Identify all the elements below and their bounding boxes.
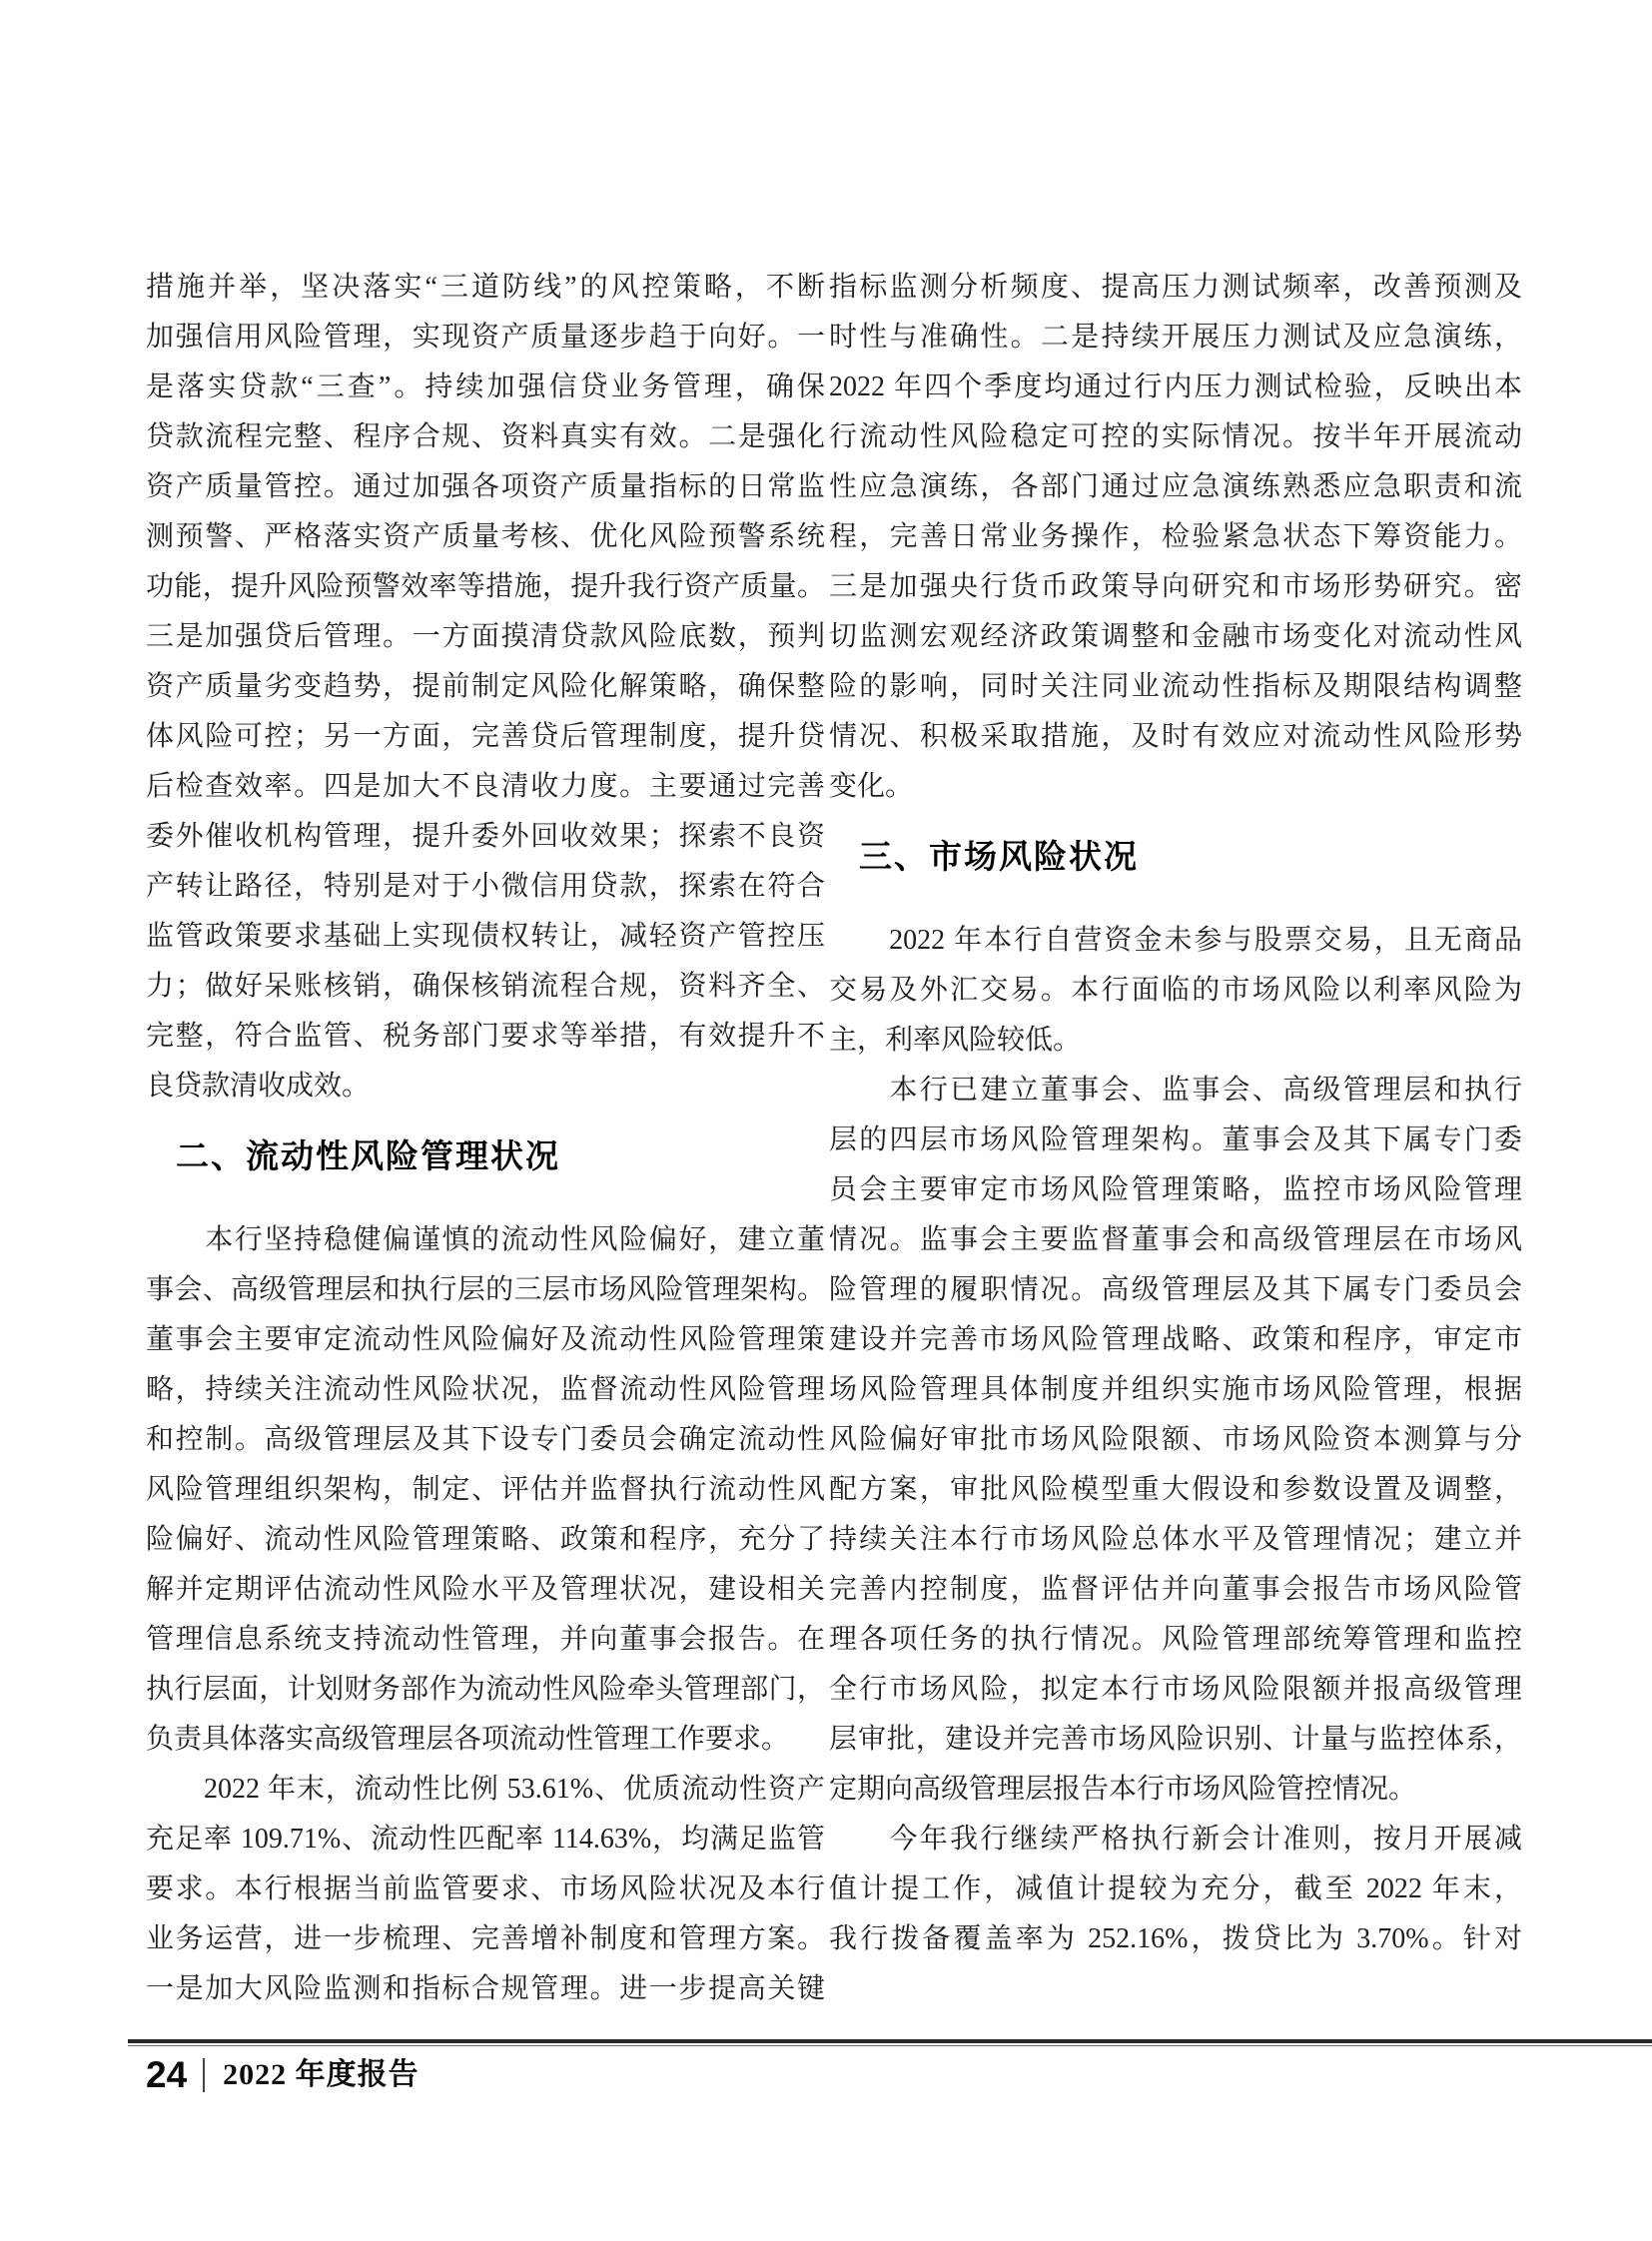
footer-separator-line: [203, 2058, 205, 2092]
text-line: 2022 年末，流动性比例 53.61%、优质流动性资产: [146, 1774, 825, 1805]
paragraph-market-governance: [829, 1066, 1522, 1815]
text-line: 产转让路径，特别是对于小微信用贷款，探索在符合: [146, 871, 825, 902]
text-line: 解并定期评估流动性风险水平及管理状况，建设相关: [146, 1574, 825, 1605]
left-text-column: [146, 263, 825, 2014]
text-line: 性应急演练，各部门通过应急演练熟悉应急职责和流: [829, 471, 1522, 502]
text-line: 董事会主要审定流动性风险偏好及流动性风险管理策: [146, 1324, 825, 1355]
text-line: 力；做好呆账核销，确保核销流程合规，资料齐全、: [146, 971, 825, 1002]
text-line: 负责具体落实高级管理层各项流动性管理工作要求。: [146, 1724, 790, 1755]
text-line: 措施并举，坚决落实“三道防线”的风控策略，不断: [146, 272, 825, 303]
paragraph-liquidity-governance: [146, 1215, 825, 1765]
text-line: 情况、积极采取措施，及时有效应对流动性风险形势: [829, 721, 1522, 752]
text-line: 持续关注本行市场风险总体水平及管理情况；建立并: [829, 1524, 1522, 1555]
text-line: 风险偏好审批市场风险限额、市场风险资本测算与分: [829, 1424, 1522, 1455]
text-line: 略，持续关注流动性风险状况，监督流动性风险管理: [146, 1374, 825, 1405]
text-line: 充足率 109.71%、流动性匹配率 114.63%，均满足监管: [146, 1824, 825, 1855]
text-line: 资产质量劣变趋势，提前制定风险化解策略，确保整: [146, 671, 825, 702]
paragraph-market-exposure: [829, 916, 1522, 1066]
text-line: 险偏好、流动性风险管理策略、政策和程序，充分了: [146, 1524, 825, 1555]
page-number: 24: [146, 2054, 188, 2095]
text-line: 时性与准确性。二是持续开展压力测试及应急演练，: [829, 322, 1522, 353]
text-line: 变化。: [829, 771, 914, 802]
text-line: 三是加强央行货币政策导向研究和市场形势研究。密: [829, 571, 1522, 602]
text-line: 切监测宏观经济政策调整和金融市场变化对流动性风: [829, 621, 1522, 652]
text-line: 2022 年本行自营资金未参与股票交易，且无商品: [829, 925, 1522, 956]
text-line: 理各项任务的执行情况。风险管理部统筹管理和监控: [829, 1624, 1522, 1655]
text-line: 管理信息系统支持流动性管理，并向董事会报告。在: [146, 1624, 825, 1655]
paragraph-credit-risk-measures: [146, 263, 825, 1112]
text-line: 层审批，建设并完善市场风险识别、计量与监控体系，: [829, 1724, 1522, 1755]
text-line: 程，完善日常业务操作，检验紧急状态下筹资能力。: [829, 521, 1522, 552]
section-heading-liquidity-risk: 二、流动性风险管理状况: [176, 1139, 560, 1175]
paragraph-liquidity-metrics: [146, 1765, 825, 2014]
text-line: 风险管理组织架构，制定、评估并监督执行流动性风: [146, 1474, 825, 1505]
text-line: 2022 年四个季度均通过行内压力测试检验，反映出本: [829, 372, 1522, 402]
section-heading-market-risk: 三、市场风险状况: [859, 840, 1139, 876]
text-line: 完善内控制度，监督评估并向董事会报告市场风险管: [829, 1574, 1522, 1605]
text-line: 贷款流程完整、程序合规、资料真实有效。二是强化: [146, 421, 825, 452]
text-line: 配方案，审批风险模型重大假设和参数设置及调整，: [829, 1474, 1522, 1505]
footer-divider-rule: [128, 2039, 1652, 2046]
text-line: 委外催收机构管理，提升委外回收效果；探索不良资: [146, 821, 825, 852]
text-line: 场风险管理具体制度并组织实施市场风险管理，根据: [829, 1374, 1522, 1405]
page-footer: [146, 2055, 419, 2095]
text-line: 险的影响，同时关注同业流动性指标及期限结构调整: [829, 671, 1522, 702]
text-line: 一是加大风险监测和指标合规管理。进一步提高关键: [146, 1973, 825, 2004]
text-line: 体风险可控；另一方面，完善贷后管理制度，提升贷: [146, 721, 825, 752]
text-line: 全行市场风险，拟定本行市场风险限额并报高级管理: [829, 1674, 1522, 1705]
text-line: 良贷款清收成效。: [146, 1071, 371, 1102]
paragraph-liquidity-measures: [829, 263, 1522, 812]
text-line: 后检查效率。四是加大不良清收力度。主要通过完善: [146, 771, 825, 802]
text-line: 今年我行继续严格执行新会计准则，按月开展减: [829, 1824, 1522, 1855]
text-line: 本行坚持稳健偏谨慎的流动性风险偏好，建立董: [146, 1224, 825, 1255]
text-line: 值计提工作，减值计提较为充分，截至 2022 年末，: [829, 1873, 1522, 1904]
text-line: 主，利率风险较低。: [829, 1025, 1082, 1056]
report-title: 2022 年度报告: [223, 2058, 419, 2091]
text-line: 执行层面，计划财务部作为流动性风险牵头管理部门，: [146, 1674, 825, 1705]
text-line: 层的四层市场风险管理架构。董事会及其下属专门委: [829, 1124, 1522, 1155]
right-text-column: [829, 263, 1522, 1964]
text-line: 定期向高级管理层报告本行市场风险管控情况。: [829, 1774, 1417, 1805]
text-line: 资产质量管控。通过加强各项资产质量指标的日常监: [146, 471, 825, 502]
text-line: 是落实贷款“三查”。持续加强信贷业务管理，确保: [146, 372, 825, 402]
text-line: 监管政策要求基础上实现债权转让，减轻资产管控压: [146, 921, 825, 952]
text-line: 情况。监事会主要监督董事会和高级管理层在市场风: [829, 1224, 1522, 1255]
text-line: 和控制。高级管理层及其下设专门委员会确定流动性: [146, 1424, 825, 1455]
text-line: 事会、高级管理层和执行层的三层市场风险管理架构。: [146, 1274, 825, 1305]
text-line: 交易及外汇交易。本行面临的市场风险以利率风险为: [829, 975, 1522, 1006]
text-line: 加强信用风险管理，实现资产质量逐步趋于向好。一: [146, 322, 825, 353]
text-line: 员会主要审定市场风险管理策略，监控市场风险管理: [829, 1174, 1522, 1205]
text-line: 行流动性风险稳定可控的实际情况。按半年开展流动: [829, 421, 1522, 452]
text-line: 险管理的履职情况。高级管理层及其下属专门委员会: [829, 1274, 1522, 1305]
text-line: 本行已建立董事会、监事会、高级管理层和执行: [829, 1075, 1522, 1106]
text-line: 建设并完善市场风险管理战略、政策和程序，审定市: [829, 1324, 1522, 1355]
text-line: 要求。本行根据当前监管要求、市场风险状况及本行: [146, 1873, 825, 1904]
text-line: 功能，提升风险预警效率等措施，提升我行资产质量。: [146, 571, 825, 602]
text-line: 业务运营，进一步梳理、完善增补制度和管理方案。: [146, 1923, 825, 1954]
text-line: 完整，符合监管、税务部门要求等举措，有效提升不: [146, 1021, 825, 1052]
text-line: 三是加强贷后管理。一方面摸清贷款风险底数，预判: [146, 621, 825, 652]
paragraph-provision-coverage: [829, 1815, 1522, 1964]
text-line: 指标监测分析频度、提高压力测试频率，改善预测及: [829, 272, 1522, 303]
text-line: 测预警、严格落实资产质量考核、优化风险预警系统: [146, 521, 825, 552]
text-line: 我行拨备覆盖率为 252.16%，拨贷比为 3.70%。针对: [829, 1923, 1522, 1954]
